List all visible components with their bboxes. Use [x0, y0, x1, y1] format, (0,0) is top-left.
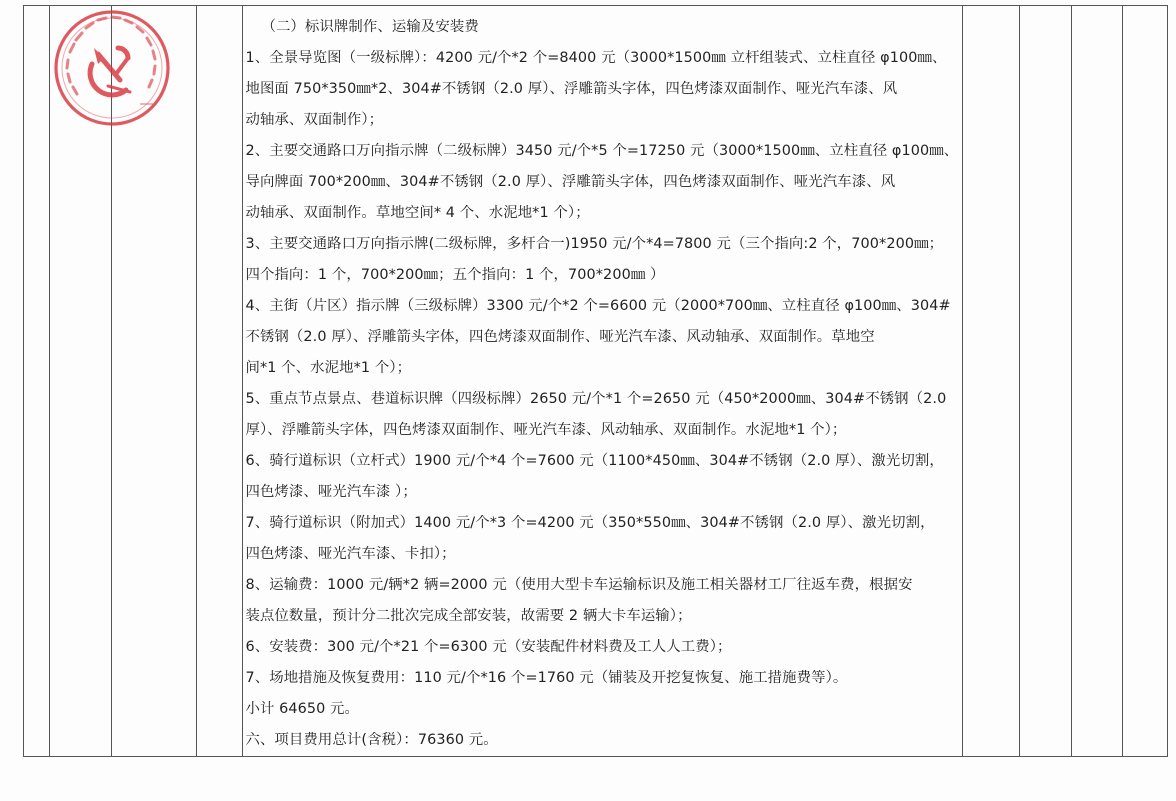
- description-content: [243, 6, 962, 756]
- party-emblem-icon: [90, 48, 130, 95]
- text-line: 间*1 个、水泥地*1 个）；: [245, 360, 412, 376]
- text-line: 动轴承、双面制作。草地空间* 4 个、水泥地*1 个）；: [245, 205, 590, 221]
- text-line: 7、场地措施及恢复费用：110 元/个*16 个=1760 元（铺装及开挖复恢复、施工措施费等）。: [245, 670, 848, 686]
- blank-cell: [1123, 6, 1168, 757]
- text-line: 1、全景导览图（一级标牌）：4200 元/个*2 个=8400 元（3000*1500㎜ 立杆组装式、立柱直径 φ100㎜、: [245, 50, 947, 66]
- text-line: 不锈钢（2.0 厚）、浮雕箭头字体，四色烤漆双面制作、哑光汽车漆、风动轴承、双面制作。草地空: [245, 329, 875, 345]
- blank-cell: [1019, 6, 1071, 757]
- table-row: [24, 6, 1168, 757]
- text-line: 厚）、浮雕箭头字体，四色烤漆双面制作、哑光汽车漆、风动轴承、双面制作。水泥地*1 个）；: [245, 422, 847, 438]
- text-line: 四色烤漆、哑光汽车漆、卡扣）；: [245, 546, 456, 562]
- blank-cell: [1071, 6, 1123, 757]
- text-line: 四色烤漆、哑光汽车漆 ）；: [245, 484, 417, 500]
- text-line: 4、主街（片区）指示牌（三级标牌）3300 元/个*2 个=6600 元（2000*700㎜、立柱直径 φ100㎜、304#: [245, 298, 951, 314]
- blank-cell: [24, 6, 50, 757]
- text-line: 四个指向：1 个，700*200㎜；五个指向：1 个，700*200㎜ ）: [245, 267, 665, 283]
- text-line: 6、安装费：300 元/个*21 个=6300 元（安装配件材料费及工人人工费）；: [245, 639, 732, 655]
- official-seal: [52, 8, 172, 128]
- text-line: 5、重点节点景点、巷道标识牌（四级标牌）2650 元/个*1 个=2650 元（450*2000㎜、304#不锈钢（2.0: [245, 391, 947, 407]
- blank-cell: [962, 6, 1019, 757]
- blank-cell: [196, 6, 243, 757]
- text-line: 装点位数量，预计分二批次完成全部安装，故需要 2 辆大卡车运输）；: [245, 608, 692, 624]
- text-line: 导向牌面 700*200㎜、304#不锈钢（2.0 厚）、浮雕箭头字体，四色烤漆双面制作、哑光汽车漆、风: [245, 174, 896, 190]
- total-line: 六、项目费用总计(含税）：76360 元。: [245, 732, 498, 748]
- subtotal-line: 小计 64650 元。: [245, 701, 360, 717]
- text-line: 动轴承、双面制作）；: [245, 112, 384, 128]
- cost-table: [23, 5, 1168, 757]
- text-line: 地图面 750*350㎜*2、304#不锈钢（2.0 厚）、浮雕箭头字体，四色烤漆双面制作、哑光汽车漆、风: [245, 81, 898, 97]
- description-cell: [243, 6, 963, 757]
- section-heading: （二）标识牌制作、运输及安装费: [261, 19, 479, 35]
- text-line: 6、骑行道标识（立杆式）1900 元/个*4 个=7600 元（1100*450㎜、304#不锈钢（2.0 厚）、激光切割，: [245, 453, 944, 469]
- text-line: 7、骑行道标识（附加式）1400 元/个*3 个=4200 元（350*550㎜、304#不锈钢（2.0 厚）、激光切割，: [245, 515, 935, 531]
- text-line: 2、主要交通路口万向指示牌（二级标牌）3450 元/个*5 个=17250 元（3000*1500㎜、立柱直径 φ100㎜、: [245, 143, 959, 159]
- text-line: 3、主要交通路口万向指示牌(二级标牌，多杆合一)1950 元/个*4=7800 元（三个指向:2 个，700*200㎜；: [245, 236, 944, 252]
- text-line: 8、运输费：1000 元/辆*2 辆=2000 元（使用大型卡车运输标识及施工相关器材工厂往返车费，根据安: [245, 577, 913, 593]
